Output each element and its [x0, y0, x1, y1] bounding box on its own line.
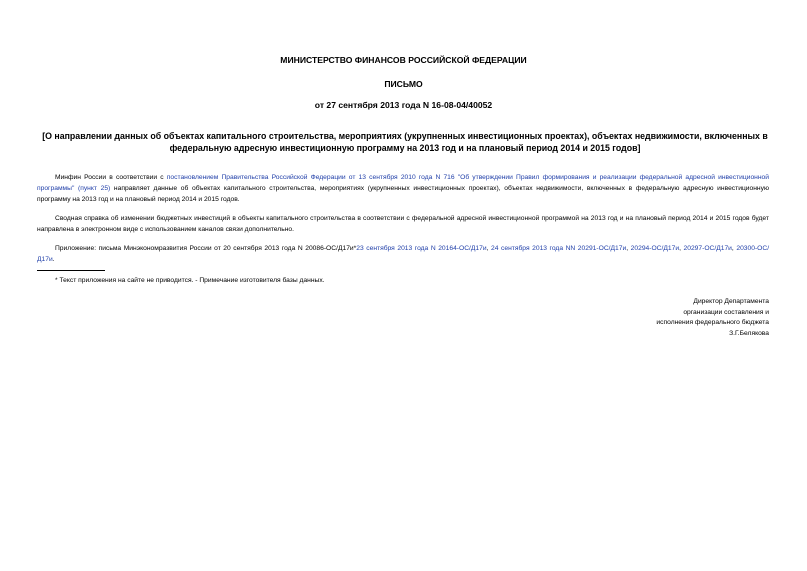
letter-20300-link[interactable]: 20300-ОС/Д17и: [37, 245, 770, 263]
signature-title-line-3: исполнения федерального бюджета: [656, 319, 769, 326]
letter-20291-link[interactable]: 24 сентября 2013 года NN 20291-ОС/Д17и: [491, 245, 627, 252]
letter-20294-link[interactable]: 20294-ОС/Д17и: [630, 245, 680, 252]
appendix-text-end: .: [52, 256, 55, 263]
appendix-separator: ,: [626, 245, 631, 252]
footnote: * Текст приложения на сайте не приводится. - Примечание изготовителя базы данных.: [55, 277, 325, 284]
letter-20164-link[interactable]: 23 сентября 2013 года N 20164-ОС/Д17и: [356, 245, 487, 252]
subject-title: [О направлении данных об объектах капитального строительства, мероприятиях (укрупненных инвестиционных проектах), объектах недвижимости, включенных в федеральную адресную инвестиционную программу на 2013 год и на плановый период 2014 и 2015 годов]: [42, 131, 768, 153]
paragraph-1-start: Минфин России в соответствии с: [55, 174, 167, 181]
footnote-divider: [37, 270, 105, 271]
paragraph-1-end: направляет данные об объектах капитального строительства, мероприятиях (укрупненных инвестиционных проектах), объектах недвижимости, включенных в федеральную адресную инвестиционную программу на 2013 год и на плановый период 2014 и 2015 годов.: [37, 185, 769, 203]
signature-title-line-2: организации составления и: [683, 308, 769, 316]
paragraph-3: [37, 243, 769, 265]
appendix-separator: ,: [486, 245, 492, 252]
letter-20297-link[interactable]: 20297-ОС/Д17и: [683, 245, 732, 252]
appendix-separator: ,: [679, 245, 684, 252]
paragraph-2: Сводная справка об изменении бюджетных инвестиций в объекты капитального строительства в соответствии с федеральной адресной инвестиционной программой на 2013 год и на плановый период 2014 и 2015 годов будет направлена в электронном виде с использованием каналов связи дополнительно.: [37, 215, 769, 233]
decree-716-link[interactable]: постановлением Правительства Российской Федерации от 13 сентября 2010 года N 716 "Об утверждении Правил формирования и реализации федеральной адресной инвестиционной программы" (пункт 25): [37, 174, 769, 192]
appendix-text-start: Приложение: письма Минэкономразвития России от 20 сентября 2013 года N 20086-ОС/Д17и*: [55, 245, 357, 252]
signature-title-line-1: Директор Департамента: [693, 298, 769, 305]
document-type-heading: ПИСЬМО: [384, 79, 423, 89]
date-number-heading: от 27 сентября 2013 года N 16-08-04/40052: [314, 100, 493, 110]
appendix-separator: ,: [731, 245, 737, 252]
ministry-heading: МИНИСТЕРСТВО ФИНАНСОВ РОССИЙСКОЙ ФЕДЕРАЦИИ: [280, 55, 527, 65]
paragraph-1: [37, 172, 769, 205]
signatory-name: З.Г.Белякова: [729, 329, 769, 337]
